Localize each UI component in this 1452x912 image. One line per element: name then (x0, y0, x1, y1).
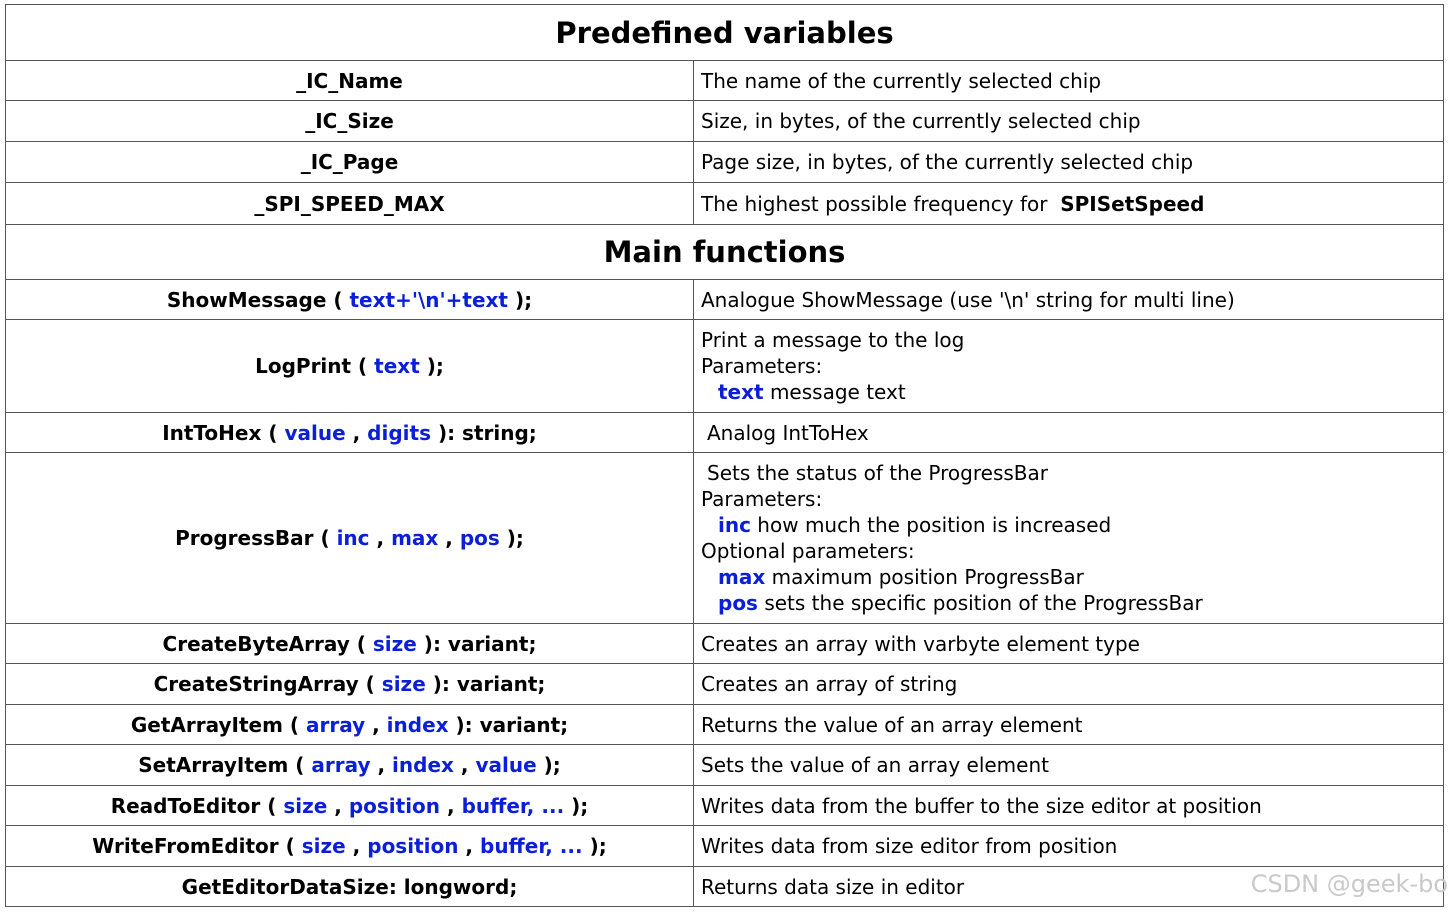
table-row (6, 745, 1444, 786)
table-row (6, 142, 1444, 183)
param-name: digits (367, 420, 431, 445)
function-name: GetEditorDataSize: longword; (181, 874, 518, 899)
variable-desc: Size, in bytes, of the currently selected chip (694, 101, 1444, 142)
punct: , (345, 834, 368, 858)
function-signature (6, 664, 694, 705)
table-row (6, 280, 1444, 320)
function-desc: Analog IntToHex (694, 413, 1444, 453)
function-name: SetArrayItem (138, 753, 289, 777)
punct: ): variant; (448, 712, 569, 737)
function-signature (6, 413, 694, 453)
param-name: size (301, 834, 346, 858)
function-desc: Returns data size in editor (694, 867, 1444, 907)
variable-desc: Page size, in bytes, of the currently selected chip (694, 142, 1444, 183)
param-desc: how much the position is increased (750, 513, 1112, 537)
punct: ); (582, 834, 607, 858)
function-name: CreateByteArray (162, 631, 350, 656)
param-name: size (283, 793, 328, 818)
param-name: max (391, 526, 439, 550)
function-signature (6, 826, 694, 867)
function-signature (6, 453, 694, 624)
function-name: ShowMessage (166, 287, 327, 312)
punct: , (458, 834, 480, 858)
param-name: position (367, 834, 459, 858)
section-row-functions (6, 225, 1444, 280)
param-name: index (392, 753, 454, 777)
table-row (6, 826, 1444, 867)
table-row (6, 320, 1444, 413)
desc-line: Print a message to the log (701, 328, 965, 352)
function-signature (6, 705, 694, 745)
punct: ( (349, 631, 373, 656)
function-desc (694, 453, 1444, 624)
desc-line: Parameters: (701, 487, 823, 511)
punct: ); (536, 753, 561, 777)
param-name: text (374, 354, 420, 378)
function-name: CreateStringArray (153, 672, 359, 696)
param-name: text (718, 380, 764, 404)
section-row-predefined (6, 5, 1444, 61)
param-name: max (718, 565, 766, 589)
function-desc: Creates an array of string (694, 664, 1444, 705)
param-desc: message text (763, 380, 906, 404)
function-signature (6, 624, 694, 664)
param-name: value (284, 420, 346, 445)
punct: , (327, 793, 349, 818)
param-name: array (306, 712, 366, 737)
punct: , (365, 712, 387, 737)
punct: ( (313, 526, 337, 550)
param-line (701, 379, 1443, 405)
punct: ( (282, 712, 306, 737)
table-row (6, 101, 1444, 142)
function-desc: Writes data from the buffer to the size editor at position (694, 786, 1444, 826)
function-signature (6, 786, 694, 826)
variable-desc (694, 183, 1444, 225)
punct: , (370, 753, 393, 777)
variable-desc: The name of the currently selected chip (694, 61, 1444, 101)
param-name: index (386, 712, 449, 737)
punct: ( (326, 287, 350, 312)
function-signature (6, 320, 694, 413)
param-name: buffer, ... (480, 834, 583, 858)
function-name: ReadToEditor (110, 793, 261, 818)
variable-desc-keyword: SPISetSpeed (1060, 191, 1205, 216)
table-row (6, 453, 1444, 624)
punct: , (369, 526, 392, 550)
function-desc: Writes data from size editor from position (694, 826, 1444, 867)
variable-name: _IC_Size (6, 101, 694, 142)
param-line (701, 564, 1443, 590)
watermark: CSDN @geek-bo (1250, 870, 1448, 898)
param-line (701, 590, 1443, 616)
variable-name: _IC_Name (6, 61, 694, 101)
punct: , (438, 526, 460, 550)
variable-name: _SPI_SPEED_MAX (6, 183, 694, 225)
section-title-functions: Main functions (6, 225, 1444, 280)
table-row (6, 664, 1444, 705)
table-row (6, 624, 1444, 664)
function-desc: Analogue ShowMessage (use '\n' string for multi line) (694, 280, 1444, 320)
punct: ( (278, 834, 302, 858)
param-name: pos (459, 526, 500, 550)
param-name: inc (336, 526, 370, 550)
table-row (6, 867, 1444, 907)
punct: ): variant; (425, 672, 546, 696)
param-name: size (372, 631, 417, 656)
punct: ): string; (430, 420, 537, 445)
punct: ); (499, 526, 524, 550)
punct: ( (358, 672, 382, 696)
punct: ); (419, 354, 444, 378)
desc-line: Sets the status of the ProgressBar (707, 461, 1048, 485)
punct: , (453, 753, 476, 777)
table-row (6, 413, 1444, 453)
param-line (701, 512, 1443, 538)
function-name: ProgressBar (175, 526, 314, 550)
function-name: WriteFromEditor (92, 834, 279, 858)
desc-line: Parameters: (701, 354, 823, 378)
function-name: GetArrayItem (130, 712, 283, 737)
param-desc: maximum position ProgressBar (765, 565, 1084, 589)
punct: ( (351, 354, 375, 378)
param-name: size (381, 672, 426, 696)
function-name: LogPrint (255, 354, 352, 378)
punct: ); (507, 287, 533, 312)
function-desc: Returns the value of an array element (694, 705, 1444, 745)
param-desc: sets the specific position of the ProgressBar (757, 591, 1203, 615)
function-signature (6, 867, 694, 907)
function-signature (6, 745, 694, 786)
function-desc: Sets the value of an array element (694, 745, 1444, 786)
function-signature (6, 280, 694, 320)
table-row (6, 786, 1444, 826)
table-row (6, 705, 1444, 745)
variable-desc-text: The highest possible frequency for (701, 191, 1048, 216)
punct: ( (261, 420, 285, 445)
punct: , (345, 420, 368, 445)
table-row (6, 183, 1444, 225)
function-desc (694, 320, 1444, 413)
variable-name: _IC_Page (6, 142, 694, 183)
desc-line: Optional parameters: (701, 539, 915, 563)
punct: ); (564, 793, 589, 818)
param-name: array (311, 753, 371, 777)
param-name: pos (718, 591, 758, 615)
param-name: value (475, 753, 537, 777)
punct: , (440, 793, 462, 818)
punct: ): variant; (416, 631, 537, 656)
function-desc: Creates an array with varbyte element type (694, 624, 1444, 664)
function-name: IntToHex (162, 420, 262, 445)
reference-table (5, 4, 1444, 907)
punct: ( (260, 793, 284, 818)
param-name: buffer, ... (461, 793, 565, 818)
param-name: inc (718, 513, 751, 537)
table-row (6, 61, 1444, 101)
section-title-predefined: Predefined variables (6, 5, 1444, 61)
param-name: text+'\n'+text (349, 287, 508, 312)
param-name: position (348, 793, 441, 818)
punct: ( (288, 753, 312, 777)
